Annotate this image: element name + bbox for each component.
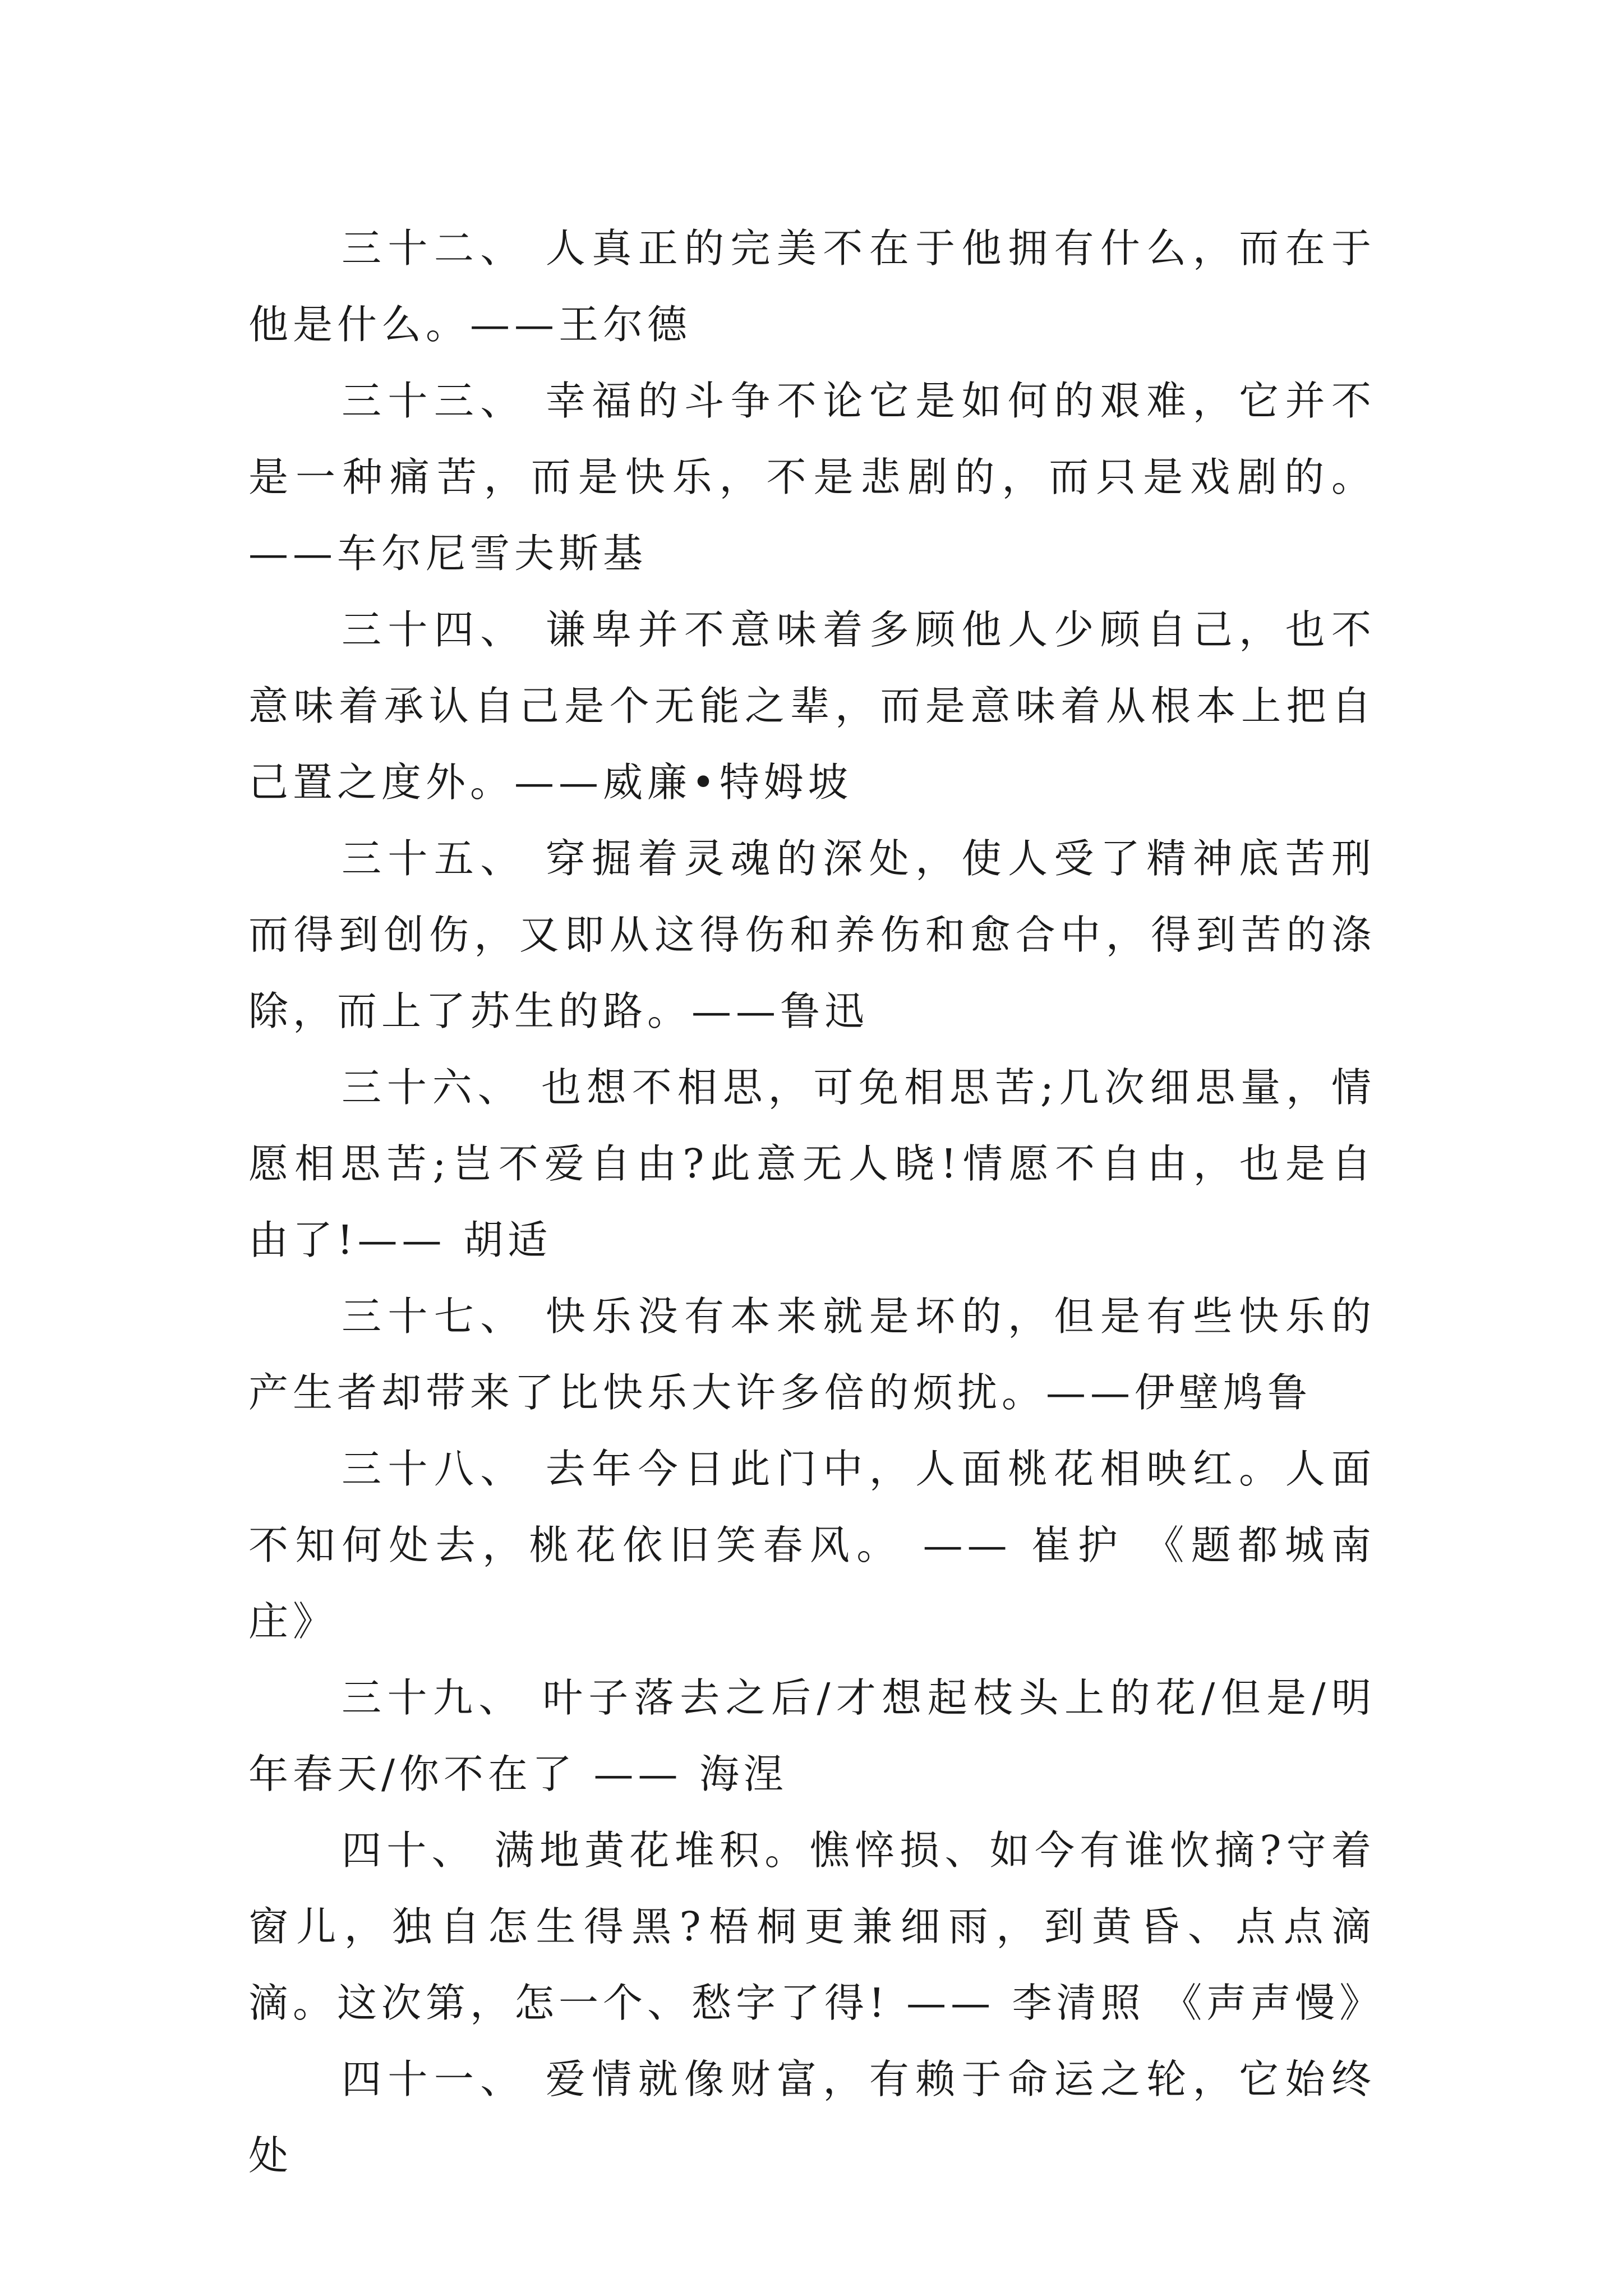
quote-paragraph-33: 三十三、 幸福的斗争不论它是如何的艰难，它并不是一种痛苦，而是快乐，不是悲剧的，而只是戏剧的。——车尔尼雪夫斯基 (248, 378, 1376, 577)
quote-paragraph-35: 三十五、 穿掘着灵魂的深处，使人受了精神底苦刑而得到创伤，又即从这得伤和养伤和愈合中，得到苦的涤除，而上了苏生的路。——鲁迅 (248, 835, 1376, 1034)
quote-paragraph-36: 三十六、 也想不相思，可免相思苦;几次细思量，情愿相思苦;岂不爱自由?此意无人晓!情愿不自由，也是自由了!—— 胡适 (248, 1064, 1376, 1263)
quote-paragraph-34: 三十四、 谦卑并不意味着多顾他人少顾自己，也不意味着承认自己是个无能之辈，而是意味着从根本上把自己置之度外。——威廉•特姆坡 (248, 606, 1376, 806)
quote-paragraph-38: 三十八、 去年今日此门中，人面桃花相映红。人面不知何处去，桃花依旧笑春风。 —— 崔护 《题都城南庄》 (248, 1446, 1376, 1645)
quote-paragraph-41: 四十一、 爱情就像财富，有赖于命运之轮，它始终处 (248, 2056, 1376, 2179)
document-body (248, 210, 1384, 2194)
quote-paragraph-32: 三十二、 人真正的完美不在于他拥有什么，而在于他是什么。——王尔德 (248, 225, 1376, 348)
quote-paragraph-40: 四十、 满地黄花堆积。憔悴损、如今有谁忺摘?守着窗儿，独自怎生得黑?梧桐更兼细雨，到黄昏、点点滴滴。这次第，怎一个、愁字了得! —— 李清照 《声声慢》 (248, 1827, 1384, 2026)
quote-paragraph-39: 三十九、 叶子落去之后/才想起枝头上的花/但是/明年春天/你不在了 —— 海涅 (248, 1674, 1376, 1797)
quote-paragraph-37: 三十七、 快乐没有本来就是坏的，但是有些快乐的产生者却带来了比快乐大许多倍的烦扰。——伊壁鸠鲁 (248, 1293, 1376, 1416)
